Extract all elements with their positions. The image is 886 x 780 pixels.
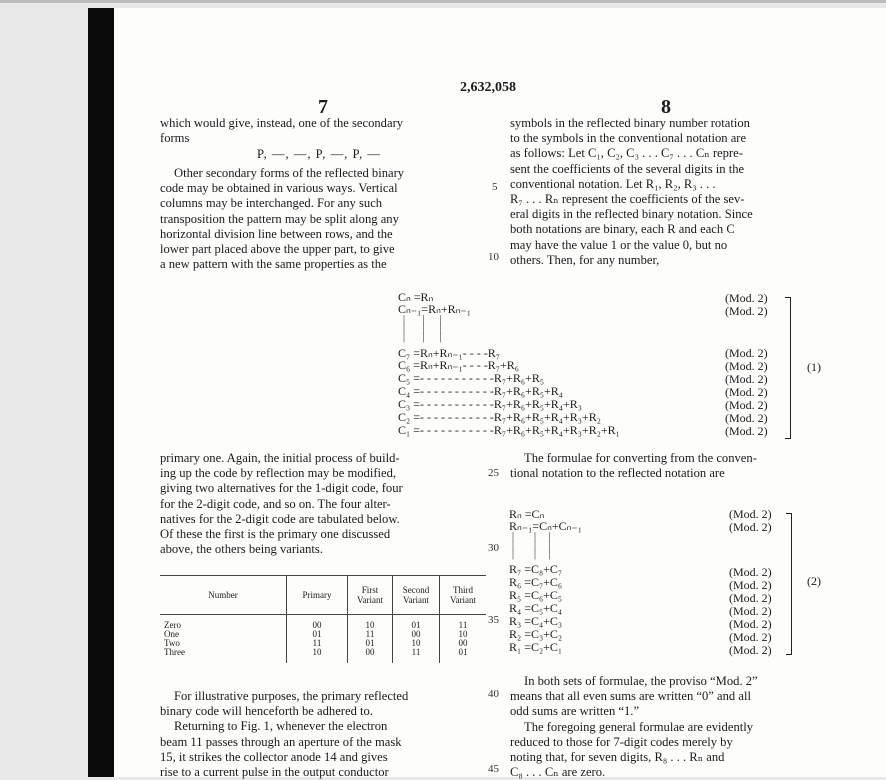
equation-row: C₁ =- - - - - - - - - - -R₇+R₆+R₅+R₄+R₃+R₂+R₁ [398, 423, 620, 437]
code-variants-table [160, 575, 486, 663]
equation-number-1: (1) [807, 360, 821, 374]
mod-label: (Mod. 2) [725, 398, 768, 412]
table-header-second-variant: Second Variant [393, 576, 440, 615]
mod-label: (Mod. 2) [729, 604, 772, 618]
equation-row: C₄ =- - - - - - - - - - -R₇+R₆+R₅+R₄ [398, 384, 563, 398]
mod-label: (Mod. 2) [729, 591, 772, 605]
line-number: 10 [488, 251, 499, 263]
ellipsis-marks: | | | | | | | | | [512, 531, 551, 560]
equation-row: R₃ =C₄+C₃ [509, 614, 563, 628]
left-paragraph-3: For illustrative purposes, the primary reflected binary code will henceforth be adhered to. Returning to Fig. 1, whenever the electron beam 11 passes through an aperture of the mask 15, it strikes the collector anode 14 and gives rise to a current pulse in the output conductor [160, 689, 409, 780]
equation-bracket [786, 513, 792, 655]
right-paragraph-2: The formulae for converting from the conven- tional notation to the reflected notation are [510, 451, 757, 481]
table-header-number: Number [208, 590, 238, 600]
equation-row: R₇ =C₈+C₇ [509, 562, 563, 576]
right-paragraph-3: In both sets of formulae, the proviso “Mod. 2” means that all even sums are written “0” and all odd sums are written “1.” The foregoing general formulae are evidently reduced to those for 7-digit codes merely by noting that, for seven digits, R₈ . . . Rₙ and C₈ . . . Cₙ are zero. [510, 674, 758, 780]
table-header-primary: Primary [287, 576, 348, 615]
left-column-number: 7 [318, 96, 328, 118]
line-number: 25 [488, 467, 499, 479]
line-number: 35 [488, 614, 499, 626]
equation-row: Rₙ =Cₙ [509, 507, 545, 521]
left-text-intro: which would give, instead, one of the secondary forms [160, 116, 404, 146]
line-number: 5 [492, 181, 498, 193]
mod-label: (Mod. 2) [725, 304, 768, 318]
mod-label: (Mod. 2) [725, 359, 768, 373]
mod-label: (Mod. 2) [729, 507, 772, 521]
table-row: One 01 11 00 10 [160, 630, 486, 639]
equation-row: Cₙ =Rₙ [398, 290, 434, 304]
equation-number-2: (2) [807, 574, 821, 588]
mod-label: (Mod. 2) [725, 372, 768, 386]
mod-label: (Mod. 2) [729, 520, 772, 534]
equation-row: R₄ =C₅+C₄ [509, 601, 563, 615]
equation-row: C₂ =- - - - - - - - - - -R₇+R₆+R₅+R₄+R₃+R₂ [398, 410, 601, 424]
mod-label: (Mod. 2) [729, 565, 772, 579]
patent-number: 2,632,058 [460, 80, 516, 95]
equation-row: R₅ =C₆+C₅ [509, 588, 563, 602]
window-top-border [0, 0, 886, 3]
table-header-third-variant: Third Variant [440, 576, 487, 615]
mod-label: (Mod. 2) [725, 385, 768, 399]
equation-row: Cₙ₋₁=Rₙ+Rₙ₋₁ [398, 302, 471, 316]
mod-label: (Mod. 2) [725, 424, 768, 438]
equation-bracket [785, 297, 791, 439]
secondary-form: P, —, —, P, —, P, — [257, 147, 381, 161]
equation-row: R₆ =C₇+C₆ [509, 575, 563, 589]
table-header-first-variant: First Variant [348, 576, 393, 615]
mod-label: (Mod. 2) [729, 578, 772, 592]
right-paragraph-1: symbols in the reflected binary number rotation to the symbols in the conventional notation are as follows: Let C₁, C₂, C₃ . . . C₇ . . . Cₙ repre- sent the coefficients of the several digits in the conventional notation. Let R₁, R₂, R₃ . . . R₇ . . . Rₙ represent the coefficients of the sev- eral digits in the reflected binary notation. Since both notations are binary, each R and each C may have the value 1 or the value 0, but no others. Then, for any number, [510, 116, 753, 267]
mod-label: (Mod. 2) [729, 643, 772, 657]
mod-label: (Mod. 2) [725, 411, 768, 425]
equation-row: R₂ =C₃+C₂ [509, 627, 563, 641]
mod-label: (Mod. 2) [729, 630, 772, 644]
equation-row: C₇ =Rₙ+Rₙ₋₁- - - -R₇ [398, 346, 500, 360]
left-paragraph-1: Other secondary forms of the reflected binary code may be obtained in various ways. Vertical columns may be interchanged. For any such transposition the pattern may be split along any horizontal division line between rows, and the lower part placed above the upper part, to give a new pattern with the same properties as the [160, 166, 405, 272]
table-header-row [160, 576, 486, 615]
table-row: Zero 00 10 01 11 [160, 615, 486, 631]
equation-row: R₁ =C₂+C₁ [509, 640, 563, 654]
equation-row: Rₙ₋₁=Cₙ+Cₙ₋₁ [509, 519, 582, 533]
mod-label: (Mod. 2) [725, 291, 768, 305]
equation-row: C₆ =Rₙ+Rₙ₋₁- - - -R₇+R₆ [398, 358, 519, 372]
ellipsis-marks: | | | | | | | | | [403, 314, 442, 343]
table-row: Three 10 00 11 01 [160, 648, 486, 663]
mod-label: (Mod. 2) [729, 617, 772, 631]
table-row: Two 11 01 10 00 [160, 639, 486, 648]
line-number: 40 [488, 688, 499, 700]
line-number: 45 [488, 763, 499, 775]
right-column-number: 8 [661, 96, 671, 118]
equation-row: C₃ =- - - - - - - - - - -R₇+R₆+R₅+R₄+R₃ [398, 397, 582, 411]
left-paragraph-2: primary one. Again, the initial process of build- ing up the code by reflection may be modified, giving two alternatives for the 1-digit code, four for the 2-digit code, and so on. The four alter- natives for the 2-digit code are tabulated below. Of these the first is the primary one discussed above, the others being variants. [160, 451, 403, 557]
line-number: 30 [488, 542, 499, 554]
equation-row: C₅ =- - - - - - - - - - -R₇+R₆+R₅ [398, 371, 545, 385]
mod-label: (Mod. 2) [725, 346, 768, 360]
page-binding-edge [88, 8, 114, 777]
